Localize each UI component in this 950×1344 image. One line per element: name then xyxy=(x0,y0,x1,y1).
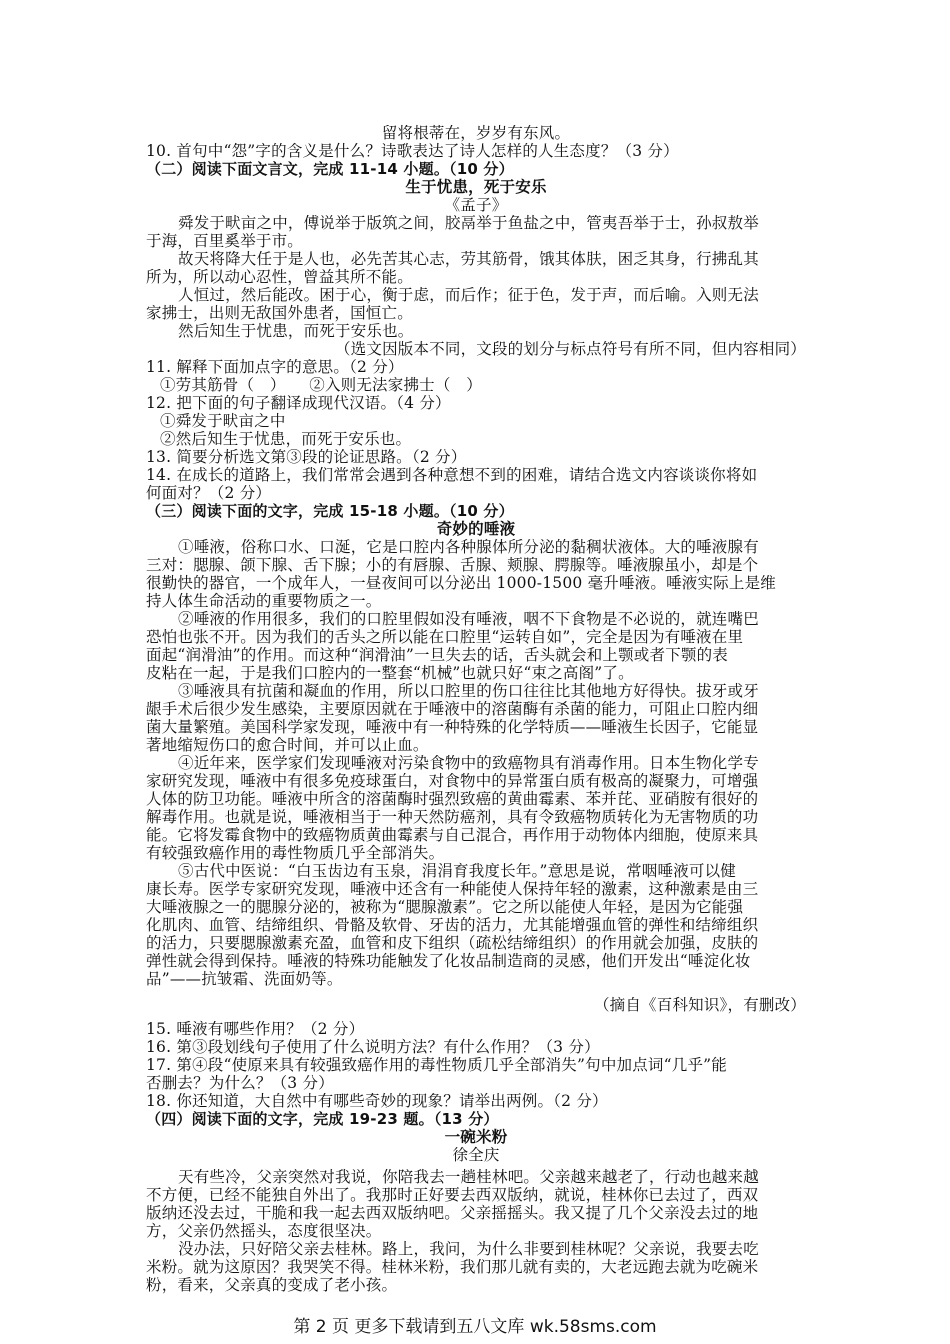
text-line: 三对：腮腺、颌下腺、舌下腺；小的有唇腺、舌腺、颊腺、腭腺等。唾液腺虽小，却是个 xyxy=(146,556,759,574)
text-line: 持人体生命活动的重要物质之一。 xyxy=(146,592,382,610)
text-line: ②唾液的作用很多，我们的口腔里假如没有唾液，咽不下食物是不必说的，就连嘴巴 xyxy=(178,610,759,628)
question-10: 10. 首句中“怨”字的含义是什么？诗歌表达了诗人怎样的人生态度？（3 分） xyxy=(146,142,679,160)
story-author: 徐全庆 xyxy=(452,1146,500,1164)
question-12-item: ①舜发于畎亩之中 xyxy=(160,412,286,430)
text-line: 舜发于畎亩之中，傅说举于版筑之间，胶鬲举于鱼盐之中，管夷吾举于士，孙叔敖举 xyxy=(178,214,759,232)
text-line: 大唾液腺之一的腮腺分泌的，被称为“腮腺激素”。它之所以能使人年轻，是因为它能强 xyxy=(146,898,744,916)
question-17: 17. 第④段“使原来具有较强致癌作用的毒性物质几乎全部消失”句中加点词“几乎”能 xyxy=(146,1056,727,1074)
question-15: 15. 唾液有哪些作用？（2 分） xyxy=(146,1020,365,1038)
text-line: 的活力，只要腮腺激素充盈，血管和皮下组织（疏松结缔组织）的作用就会加强，皮肤的 xyxy=(146,934,759,952)
text-line: ⑤古代中医说：“白玉齿边有玉泉，涓涓育我度长年。”意思是说，常咽唾液可以健 xyxy=(178,862,737,880)
section-3-heading: （三）阅读下面的文字，完成 15-18 小题。（10 分） xyxy=(146,502,514,520)
question-13: 13. 简要分析选文第③段的论证思路。（2 分） xyxy=(146,448,467,466)
text-line: ①唾液，俗称口水、口涎，它是口腔内各种腺体所分泌的黏稠状液体。大的唾液腺有 xyxy=(178,538,759,556)
text-line: 版纳还没去过，干脆和我一起去西双版纳吧。父亲摇摇头。我又提了几个父亲没去过的地 xyxy=(146,1204,759,1222)
text-line: 人体的防卫功能。唾液中所含的溶菌酶时强烈致癌的黄曲霉素、苯并芘、亚硝胺有很好的 xyxy=(146,790,759,808)
text-line: 有较强致癌作用的毒性物质几乎全部消失。 xyxy=(146,844,445,862)
question-11: 11. 解释下面加点字的意思。（2 分） xyxy=(146,358,404,376)
article-title: 奇妙的唾液 xyxy=(436,520,516,538)
text-line: 弹性就会得到保持。唾液的特殊功能触发了化妆品制造商的灵感，他们开发出“唾淀化妆 xyxy=(146,952,751,970)
text-line: 著地缩短伤口的愈合时间，并可以止血。 xyxy=(146,736,429,754)
text-line: 品”——抗皱霜、洗面奶等。 xyxy=(146,970,343,988)
text-line: 能。它将发霉食物中的致癌物质黄曲霉素与自己混合，再作用于动物体内细胞，使原来具 xyxy=(146,826,759,844)
section-2-heading: （二）阅读下面文言文，完成 11-14 小题。（10 分） xyxy=(146,160,514,178)
text-line: 米粉。就为这原因？我哭笑不得。桂林米粉，我们那儿就有卖的，大老远跑去就为吃碗米 xyxy=(146,1258,759,1276)
text-line: 粉，看来，父亲真的变成了老小孩。 xyxy=(146,1276,398,1294)
text-line: 家拂士，出则无敌国外患者，国恒亡。 xyxy=(146,304,413,322)
article-source: （摘自《百科知识》，有删改） xyxy=(593,996,806,1014)
text-line: 不方便，已经不能独自外出了。我那时正好要去西双版纳，就说，桂林你已去过了，西双 xyxy=(146,1186,759,1204)
classical-text-author: 《孟子》 xyxy=(444,196,508,214)
text-line: ④近年来，医学家们发现唾液对污染食物中的致癌物具有消毒作用。日本生物化学专 xyxy=(178,754,759,772)
question-12: 12. 把下面的句子翻译成现代汉语。（4 分） xyxy=(146,394,451,412)
text-line: 故天将降大任于是人也，必先苦其心志，劳其筋骨，饿其体肤，困乏其身，行拂乱其 xyxy=(178,250,759,268)
text-line: 康长寿。医学专家研究发现，唾液中还含有一种能使人保持年轻的激素，这种激素是由三 xyxy=(146,880,759,898)
text-line: 方，父亲仍然摇头，态度很坚决。 xyxy=(146,1222,382,1240)
text-line: 皮粘在一起，于是我们口腔内的一整套“机械”也就只好“束之高阁”了。 xyxy=(146,664,634,682)
text-line: 很勤快的器官，一个成年人，一昼夜间可以分泌出 1000-1500 毫升唾液。唾液实际上是维 xyxy=(146,574,776,592)
text-line: 所为，所以动心忍性，曾益其所不能。 xyxy=(146,268,413,286)
text-line: 面起“润滑油”的作用。而这种“润滑油”一旦失去的话，舌头就会和上颚或者下颚的表 xyxy=(146,646,728,664)
text-line: 没办法，只好陪父亲去桂林。路上，我问，为什么非要到桂林呢？父亲说，我要去吃 xyxy=(178,1240,759,1258)
question-14: 14. 在成长的道路上，我们常常会遇到各种意想不到的困难，请结合选文内容谈谈你将如 xyxy=(146,466,758,484)
text-line: 龈手术后很少发生感染，主要原因就在于唾液中的溶菌酶有杀菌的能力，可阻止口腔内细 xyxy=(146,700,759,718)
text-line: 解毒作用。也就是说，唾液相当于一种天然防癌剂，具有令致癌物质转化为无害物质的功 xyxy=(146,808,759,826)
question-17-cont: 否删去？为什么？（3 分） xyxy=(146,1074,334,1092)
question-16: 16. 第③段划线句子使用了什么说明方法？有什么作用？（3 分） xyxy=(146,1038,600,1056)
story-title: 一碗米粉 xyxy=(444,1128,508,1146)
text-line: 恐怕也张不开。因为我们的舌头之所以能在口腔里“运转自如”，完全是因为有唾液在里 xyxy=(146,628,744,646)
page-footer: 第 2 页 更多下载请到五八文库 wk.58sms.com xyxy=(293,1317,657,1337)
text-line: 天有些冷，父亲突然对我说，你陪我去一趟桂林吧。父亲越来越老了，行动也越来越 xyxy=(178,1168,759,1186)
question-18: 18. 你还知道，大自然中有哪些奇妙的现象？请举出两例。（2 分） xyxy=(146,1092,608,1110)
text-line: 化肌肉、血管、结缔组织、骨骼及软骨、牙齿的活力，尤其能增强血管的弹性和结缔组织 xyxy=(146,916,759,934)
text-line: 家研究发现，唾液中有很多免疫球蛋白，对食物中的异常蛋白质有极高的凝聚力，可增强 xyxy=(146,772,759,790)
question-12-item: ②然后知生于忧患，而死于安乐也。 xyxy=(160,430,412,448)
text-line: 菌大量繁殖。美国科学家发现，唾液中有一种特殊的化学特质——唾液生长因子，它能显 xyxy=(146,718,759,736)
text-line: ③唾液具有抗菌和凝血的作用，所以口腔里的伤口往往比其他地方好得快。拔牙或牙 xyxy=(178,682,759,700)
text-line: 人恒过，然后能改。困于心，衡于虑，而后作；征于色，发于声，而后喻。入则无法 xyxy=(178,286,759,304)
text-note: （选文因版本不同，文段的划分与标点符号有所不同，但内容相同） xyxy=(334,340,806,358)
question-14-cont: 何面对？（2 分） xyxy=(146,484,272,502)
classical-text-title: 生于忧患，死于安乐 xyxy=(405,178,547,196)
section-4-heading: （四）阅读下面的文字，完成 19-23 题。（13 分） xyxy=(146,1110,499,1128)
text-line: 然后知生于忧患，而死于安乐也。 xyxy=(178,322,414,340)
question-11-items: ①劳其筋骨（ ） ②入则无法家拂士（ ） xyxy=(160,376,482,394)
text-line: 于海，百里奚举于市。 xyxy=(146,232,304,250)
poem-last-line: 留将根蒂在，岁岁有东风。 xyxy=(381,124,571,142)
